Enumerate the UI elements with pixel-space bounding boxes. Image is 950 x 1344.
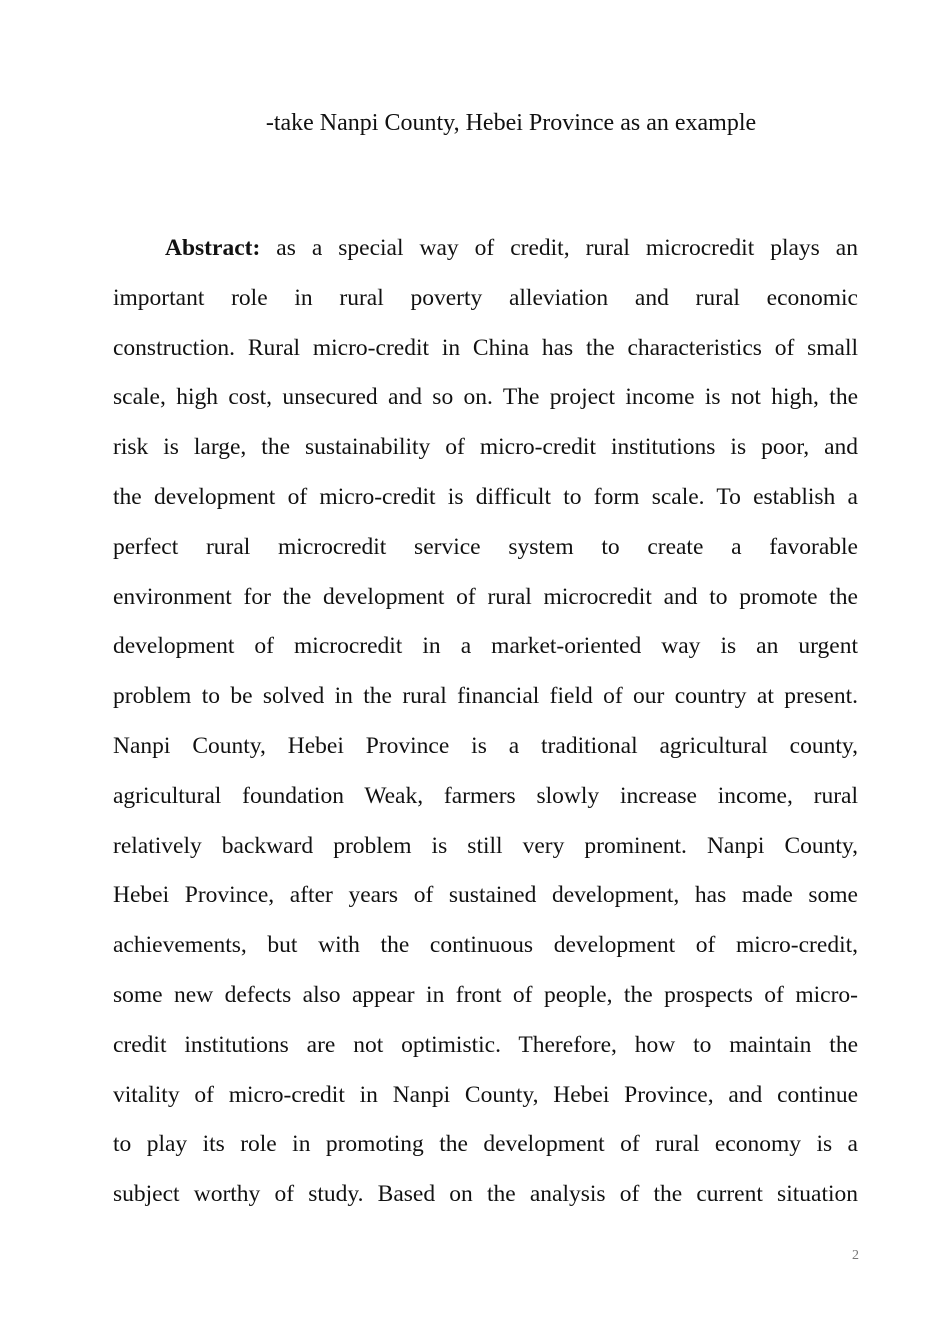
abstract-line: problem to be solved in the rural financial field of our country at present. (113, 683, 858, 710)
abstract-line (113, 224, 858, 274)
abstract-line: relatively backward problem is still very prominent. Nanpi County, (113, 832, 858, 859)
abstract-line: environment for the development of rural microcredit and to promote the (113, 583, 858, 610)
document-subtitle: -take Nanpi County, Hebei Province as an example (265, 110, 757, 136)
abstract-line: some new defects also appear in front of people, the prospects of micro- (113, 981, 858, 1008)
abstract-line: vitality of micro-credit in Nanpi County, Hebei Province, and continue (113, 1081, 858, 1108)
abstract-label: Abstract: (165, 235, 261, 261)
abstract-line: scale, high cost, unsecured and so on. The project income is not high, the (113, 384, 858, 411)
abstract-line: credit institutions are not optimistic. Therefore, how to maintain the (113, 1031, 858, 1058)
abstract-line-text: as a special way of credit, rural microcredit plays an (260, 235, 858, 261)
abstract-line: Hebei Province, after years of sustained development, has made some (113, 882, 858, 909)
abstract-line: subject worthy of study. Based on the analysis of the current situation (113, 1181, 858, 1208)
abstract-section (113, 224, 858, 1220)
abstract-line: important role in rural poverty alleviation and rural economic (113, 284, 858, 311)
abstract-line: to play its role in promoting the development of rural economy is a (113, 1131, 858, 1158)
abstract-line: achievements, but with the continuous development of micro-credit, (113, 932, 858, 959)
page-number: 2 (852, 1248, 859, 1263)
abstract-line: construction. Rural micro-credit in China has the characteristics of small (113, 334, 858, 361)
abstract-line: risk is large, the sustainability of micro-credit institutions is poor, and (113, 434, 858, 461)
abstract-line: perfect rural microcredit service system to create a favorable (113, 533, 858, 560)
abstract-line: Nanpi County, Hebei Province is a traditional agricultural county, (113, 732, 858, 759)
abstract-line: development of microcredit in a market-oriented way is an urgent (113, 633, 858, 660)
abstract-line: agricultural foundation Weak, farmers slowly increase income, rural (113, 782, 858, 809)
abstract-line: the development of micro-credit is difficult to form scale. To establish a (113, 483, 858, 510)
